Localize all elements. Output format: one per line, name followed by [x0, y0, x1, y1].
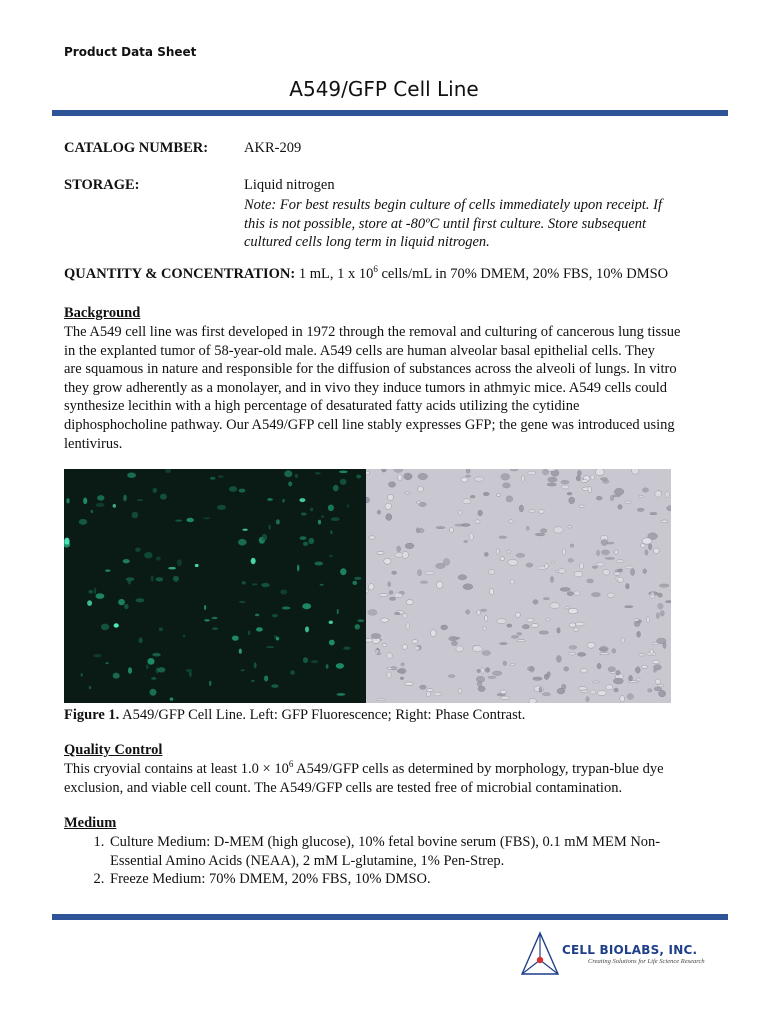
quality-control-paragraph [64, 760, 724, 797]
background-line: in the explanted tumor of 58-year-old male. A549 cells are human alveolar basal epithelial cells. They [64, 342, 655, 359]
figure-caption [64, 707, 525, 724]
gfp-fluorescence-image [64, 469, 366, 703]
quantity-text-after: cells/mL in 70% DMEM, 20% FBS, 10% DMSO [377, 266, 669, 282]
storage-note [244, 196, 714, 252]
storage-label: STORAGE: [64, 177, 140, 193]
storage-value: Liquid nitrogen [244, 177, 335, 193]
qc-text-after: A549/GFP cells as determined by morphology, trypan-blue dye [293, 761, 664, 777]
quantity-exponent: 6 [373, 264, 378, 274]
storage-note-line: Note: For best results begin culture of cells immediately upon receipt. If [244, 197, 662, 213]
background-line: synthesize lecithin with a high percentage of desaturated fatty acids utilizing the cytidine [64, 398, 580, 415]
figure-caption-text: A549/GFP Cell Line. Left: GFP Fluorescence; Right: Phase Contrast. [119, 707, 526, 723]
figure-1-images [64, 469, 671, 703]
quantity-label: QUANTITY & CONCENTRATION: [64, 266, 296, 282]
bottom-divider [52, 914, 728, 920]
background-line: are squamous in nature and responsible for the diffusion of substances across the alveoli of lungs. In vitro [64, 361, 677, 378]
medium-heading: Medium [64, 815, 117, 831]
quality-control-line: exclusion, and viable cell count. The A549/GFP cells are tested free of microbial contamination. [64, 779, 623, 796]
medium-item: 1. Culture Medium: D-MEM (high glucose), 10% fetal bovine serum (FBS), 0.1 mM MEM Non-Essential Amino Acids (NEAA), 2 mM L-glutamine, 1% Pen-Strep. [108, 833, 704, 870]
storage-note-line: this is not possible, store at -80ºC until first culture. Store subsequent [244, 215, 647, 232]
qc-text: This cryovial contains at least 1.0 × 10 [64, 761, 289, 777]
catalog-label: CATALOG NUMBER: [64, 140, 209, 156]
logo-tagline: Creating Solutions for Life Science Research [588, 958, 705, 965]
header-label: Product Data Sheet [64, 45, 197, 59]
company-logo [518, 930, 708, 978]
qc-exponent: 6 [288, 759, 294, 769]
figure-label: Figure 1. [64, 707, 120, 723]
phase-contrast-image [366, 469, 671, 703]
medium-list [64, 833, 704, 889]
quality-control-line [64, 760, 724, 779]
background-line: The A549 cell line was first developed in 1972 through the removal and culturing of cancerous lung tissue [64, 324, 681, 340]
quantity-text: 1 mL, 1 x 10 [295, 266, 374, 282]
background-line: lentivirus. [64, 435, 123, 452]
background-paragraph [64, 323, 714, 453]
medium-item: 2. Freeze Medium: 70% DMEM, 20% FBS, 10% DMSO. [108, 870, 704, 889]
page-title: A549/GFP Cell Line [289, 77, 479, 101]
logo-mark-icon [518, 930, 562, 978]
storage-note-line: cultured cells long term in liquid nitrogen. [244, 234, 490, 250]
background-line: they grow adherently as a monolayer, and in vivo they induce tumors in athmyic mice. A549 cells could [64, 379, 668, 396]
top-divider [52, 110, 728, 116]
catalog-value: AKR-209 [244, 140, 302, 156]
background-heading: Background [64, 305, 141, 321]
background-line: diphosphocholine pathway. Our A549/GFP cell line stably expresses GFP; the gene was introduced using [64, 416, 675, 433]
quality-control-heading: Quality Control [64, 742, 163, 758]
logo-name: CELL BIOLABS, INC. [562, 943, 698, 957]
quantity-concentration [64, 266, 668, 283]
